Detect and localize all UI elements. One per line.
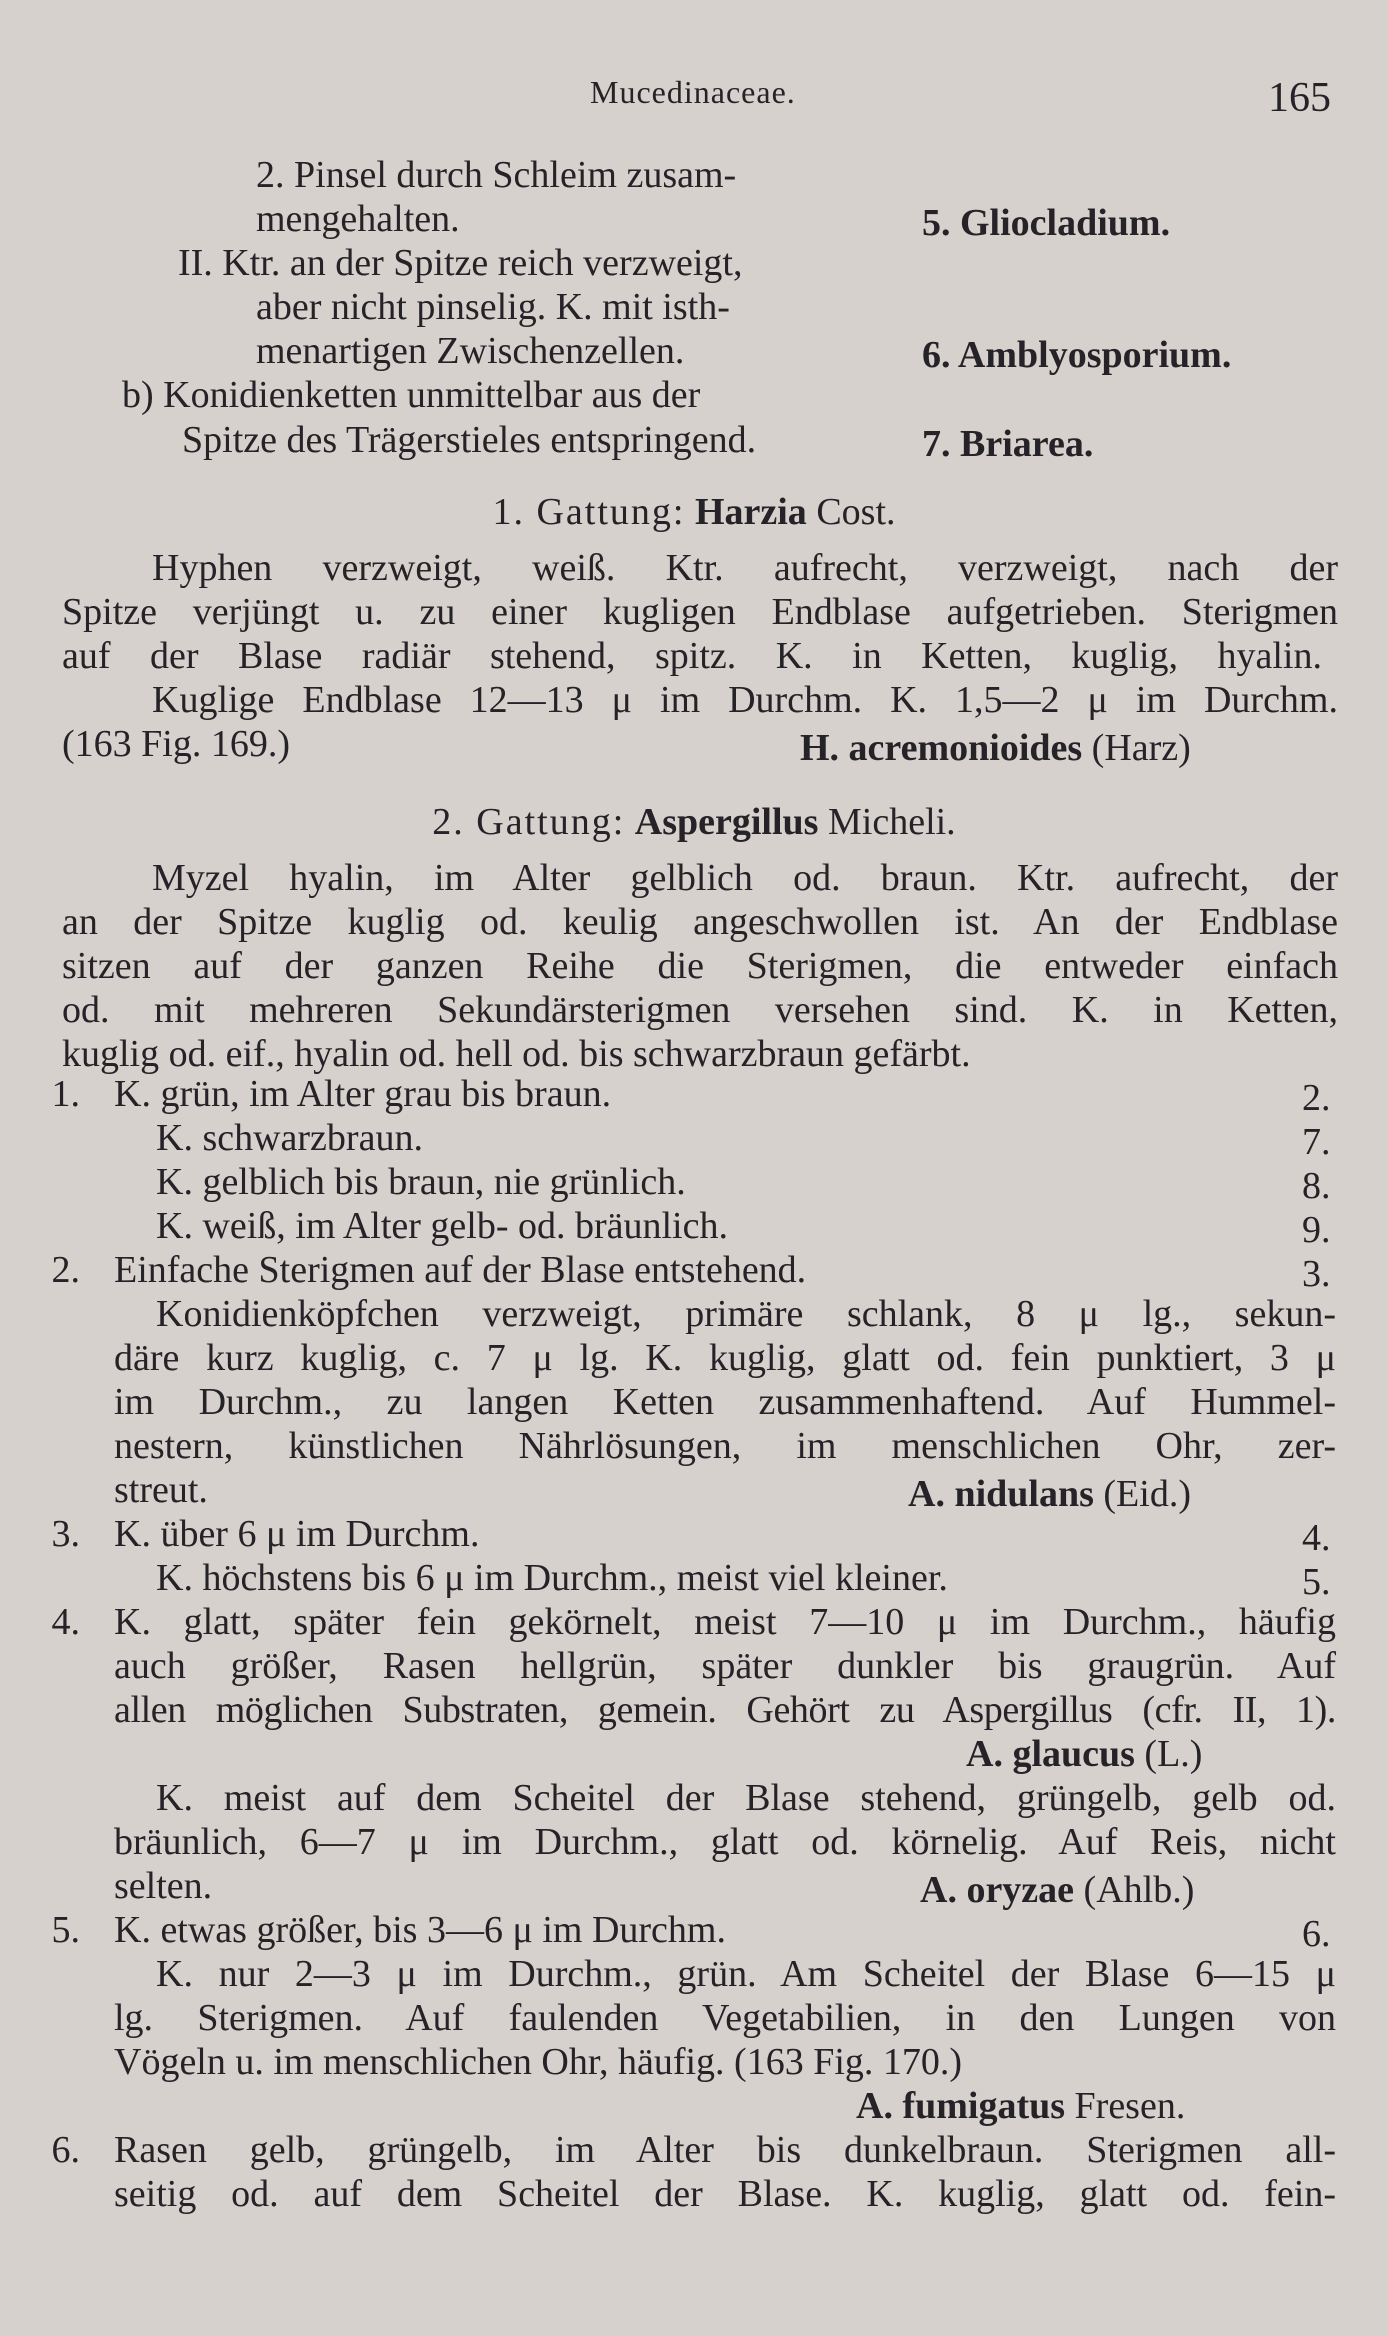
key-number: 1. [51, 1073, 80, 1115]
key-line: Einfache Sterigmen auf der Blase entstehend. [114, 1249, 807, 1291]
key-number: 3. [51, 1513, 80, 1555]
key-line: mengehalten. [256, 198, 460, 240]
genus-heading [0, 800, 1388, 844]
key-line: b) Konidienketten unmittelbar aus der [122, 374, 701, 416]
key-line: Rasen gelb, grüngelb, im Alter bis dunkelbraun. Sterigmen all- [114, 2129, 1336, 2171]
key-reference: 4. [1302, 1517, 1331, 1559]
key-reference: 5. [1302, 1561, 1331, 1603]
key-line: K. nur 2—3 μ im Durchm., grün. Am Scheitel der Blase 6—15 μ [156, 1953, 1336, 1995]
species-entry [908, 1472, 1191, 1516]
species-name: A. nidulans [908, 1473, 1094, 1515]
genus-heading-prefix: 2. Gattung: [432, 801, 626, 843]
description-line: an der Spitze kuglig od. keulig angeschwollen ist. An der Endblase [62, 901, 1338, 943]
key-line: K. höchstens bis 6 μ im Durchm., meist viel kleiner. [156, 1557, 948, 1599]
genus-result: 6. Amblyosporium. [922, 334, 1232, 376]
description-line: od. mit mehreren Sekundärsterigmen versehen sind. K. in Ketten, [62, 989, 1338, 1031]
species-name: A. fumigatus [856, 2085, 1066, 2127]
key-line: K. grün, im Alter grau bis braun. [114, 1073, 612, 1115]
genus-heading-prefix: 1. Gattung: [492, 491, 686, 533]
species-name: A. oryzae [920, 1869, 1075, 1911]
key-line: II. Ktr. an der Spitze reich verzweigt, [178, 242, 743, 284]
description-line: Kuglige Endblase 12—13 μ im Durchm. K. 1,5—2 μ im Durchm. [152, 679, 1338, 721]
running-header-title: Mucedinaceae. [590, 74, 796, 110]
species-author: Fresen. [1074, 2085, 1186, 2127]
description-line: Hyphen verzweigt, weiß. Ktr. aufrecht, verzweigt, nach der [152, 547, 1338, 589]
genus-heading-author: Cost. [816, 491, 896, 533]
key-line: menartigen Zwischenzellen. [256, 330, 685, 372]
key-number: 5. [51, 1909, 80, 1951]
genus-heading-author: Micheli. [827, 801, 956, 843]
key-line: auch größer, Rasen hellgrün, später dunkler bis graugrün. Auf [114, 1645, 1336, 1687]
species-entry [920, 1868, 1194, 1912]
key-reference: 8. [1302, 1165, 1331, 1207]
key-line: K. über 6 μ im Durchm. [114, 1513, 480, 1555]
genus-heading-name: Harzia [694, 491, 807, 533]
description-line: Myzel hyalin, im Alter gelblich od. braun. Ktr. aufrecht, der [152, 857, 1338, 899]
key-line: K. etwas größer, bis 3—6 μ im Durchm. [114, 1909, 726, 1951]
species-author: (Harz) [1091, 727, 1191, 769]
key-reference: 9. [1302, 1209, 1331, 1251]
genus-result: 5. Gliocladium. [922, 202, 1171, 244]
species-entry [856, 2084, 1185, 2128]
species-author: (Eid.) [1103, 1473, 1191, 1515]
description-line: Spitze verjüngt u. zu einer kugligen Endblase aufgetrieben. Sterigmen [62, 591, 1338, 633]
key-line: 2. Pinsel durch Schleim zusam- [256, 154, 737, 196]
description-line: sitzen auf der ganzen Reihe die Sterigmen, die entweder einfach [62, 945, 1338, 987]
genus-heading-name: Aspergillus [634, 801, 819, 843]
key-line: im Durchm., zu langen Ketten zusammenhaftend. Auf Hummel- [114, 1381, 1336, 1423]
species-entry [800, 726, 1191, 770]
key-line: Vögeln u. im menschlichen Ohr, häufig. (163 Fig. 170.) [114, 2041, 963, 2083]
key-reference: 2. [1302, 1077, 1331, 1119]
key-line: K. meist auf dem Scheitel der Blase stehend, grüngelb, gelb od. [156, 1777, 1336, 1819]
key-reference: 7. [1302, 1121, 1331, 1163]
key-line: allen möglichen Substraten, gemein. Gehört zu Aspergillus (cfr. II, 1). [114, 1689, 1336, 1731]
key-line: streut. [114, 1469, 208, 1511]
key-line: Spitze des Trägerstieles entspringend. [182, 419, 757, 461]
key-line: nestern, künstlichen Nährlösungen, im menschlichen Ohr, zer- [114, 1425, 1336, 1467]
key-line: K. glatt, später fein gekörnelt, meist 7—10 μ im Durchm., häufig [114, 1601, 1336, 1643]
key-number: 2. [51, 1249, 80, 1291]
key-line: lg. Sterigmen. Auf faulenden Vegetabilien, in den Lungen von [114, 1997, 1336, 2039]
key-line: aber nicht pinselig. K. mit isth- [256, 286, 730, 328]
key-reference: 3. [1302, 1253, 1331, 1295]
key-line: däre kurz kuglig, c. 7 μ lg. K. kuglig, glatt od. fein punktiert, 3 μ [114, 1337, 1336, 1379]
key-line: Konidienköpfchen verzweigt, primäre schlank, 8 μ lg., sekun- [156, 1293, 1336, 1335]
key-reference: 6. [1302, 1913, 1331, 1955]
page-number: 165 [1268, 75, 1331, 121]
key-line: bräunlich, 6—7 μ im Durchm., glatt od. körnelig. Auf Reis, nicht [114, 1821, 1336, 1863]
description-line: kuglig od. eif., hyalin od. hell od. bis schwarzbraun gefärbt. [62, 1033, 971, 1075]
genus-heading [0, 490, 1388, 534]
description-line: (163 Fig. 169.) [62, 723, 290, 765]
key-number: 6. [51, 2129, 80, 2171]
key-line: selten. [114, 1865, 213, 1907]
species-name: H. acremonioides [800, 727, 1083, 769]
key-line: seitig od. auf dem Scheitel der Blase. K. kuglig, glatt od. fein- [114, 2173, 1336, 2215]
species-author: (Ahlb.) [1083, 1869, 1195, 1911]
key-line: K. weiß, im Alter gelb- od. bräunlich. [156, 1205, 728, 1247]
species-name: A. glaucus [966, 1733, 1135, 1775]
description-line: auf der Blase radiär stehend, spitz. K. in Ketten, kuglig, hyalin. [62, 635, 1322, 677]
key-line: K. schwarzbraun. [156, 1117, 423, 1159]
key-number: 4. [51, 1601, 80, 1643]
genus-result: 7. Briarea. [922, 423, 1094, 465]
species-entry [966, 1732, 1202, 1776]
key-line: K. gelblich bis braun, nie grünlich. [156, 1161, 686, 1203]
species-author: (L.) [1144, 1733, 1203, 1775]
